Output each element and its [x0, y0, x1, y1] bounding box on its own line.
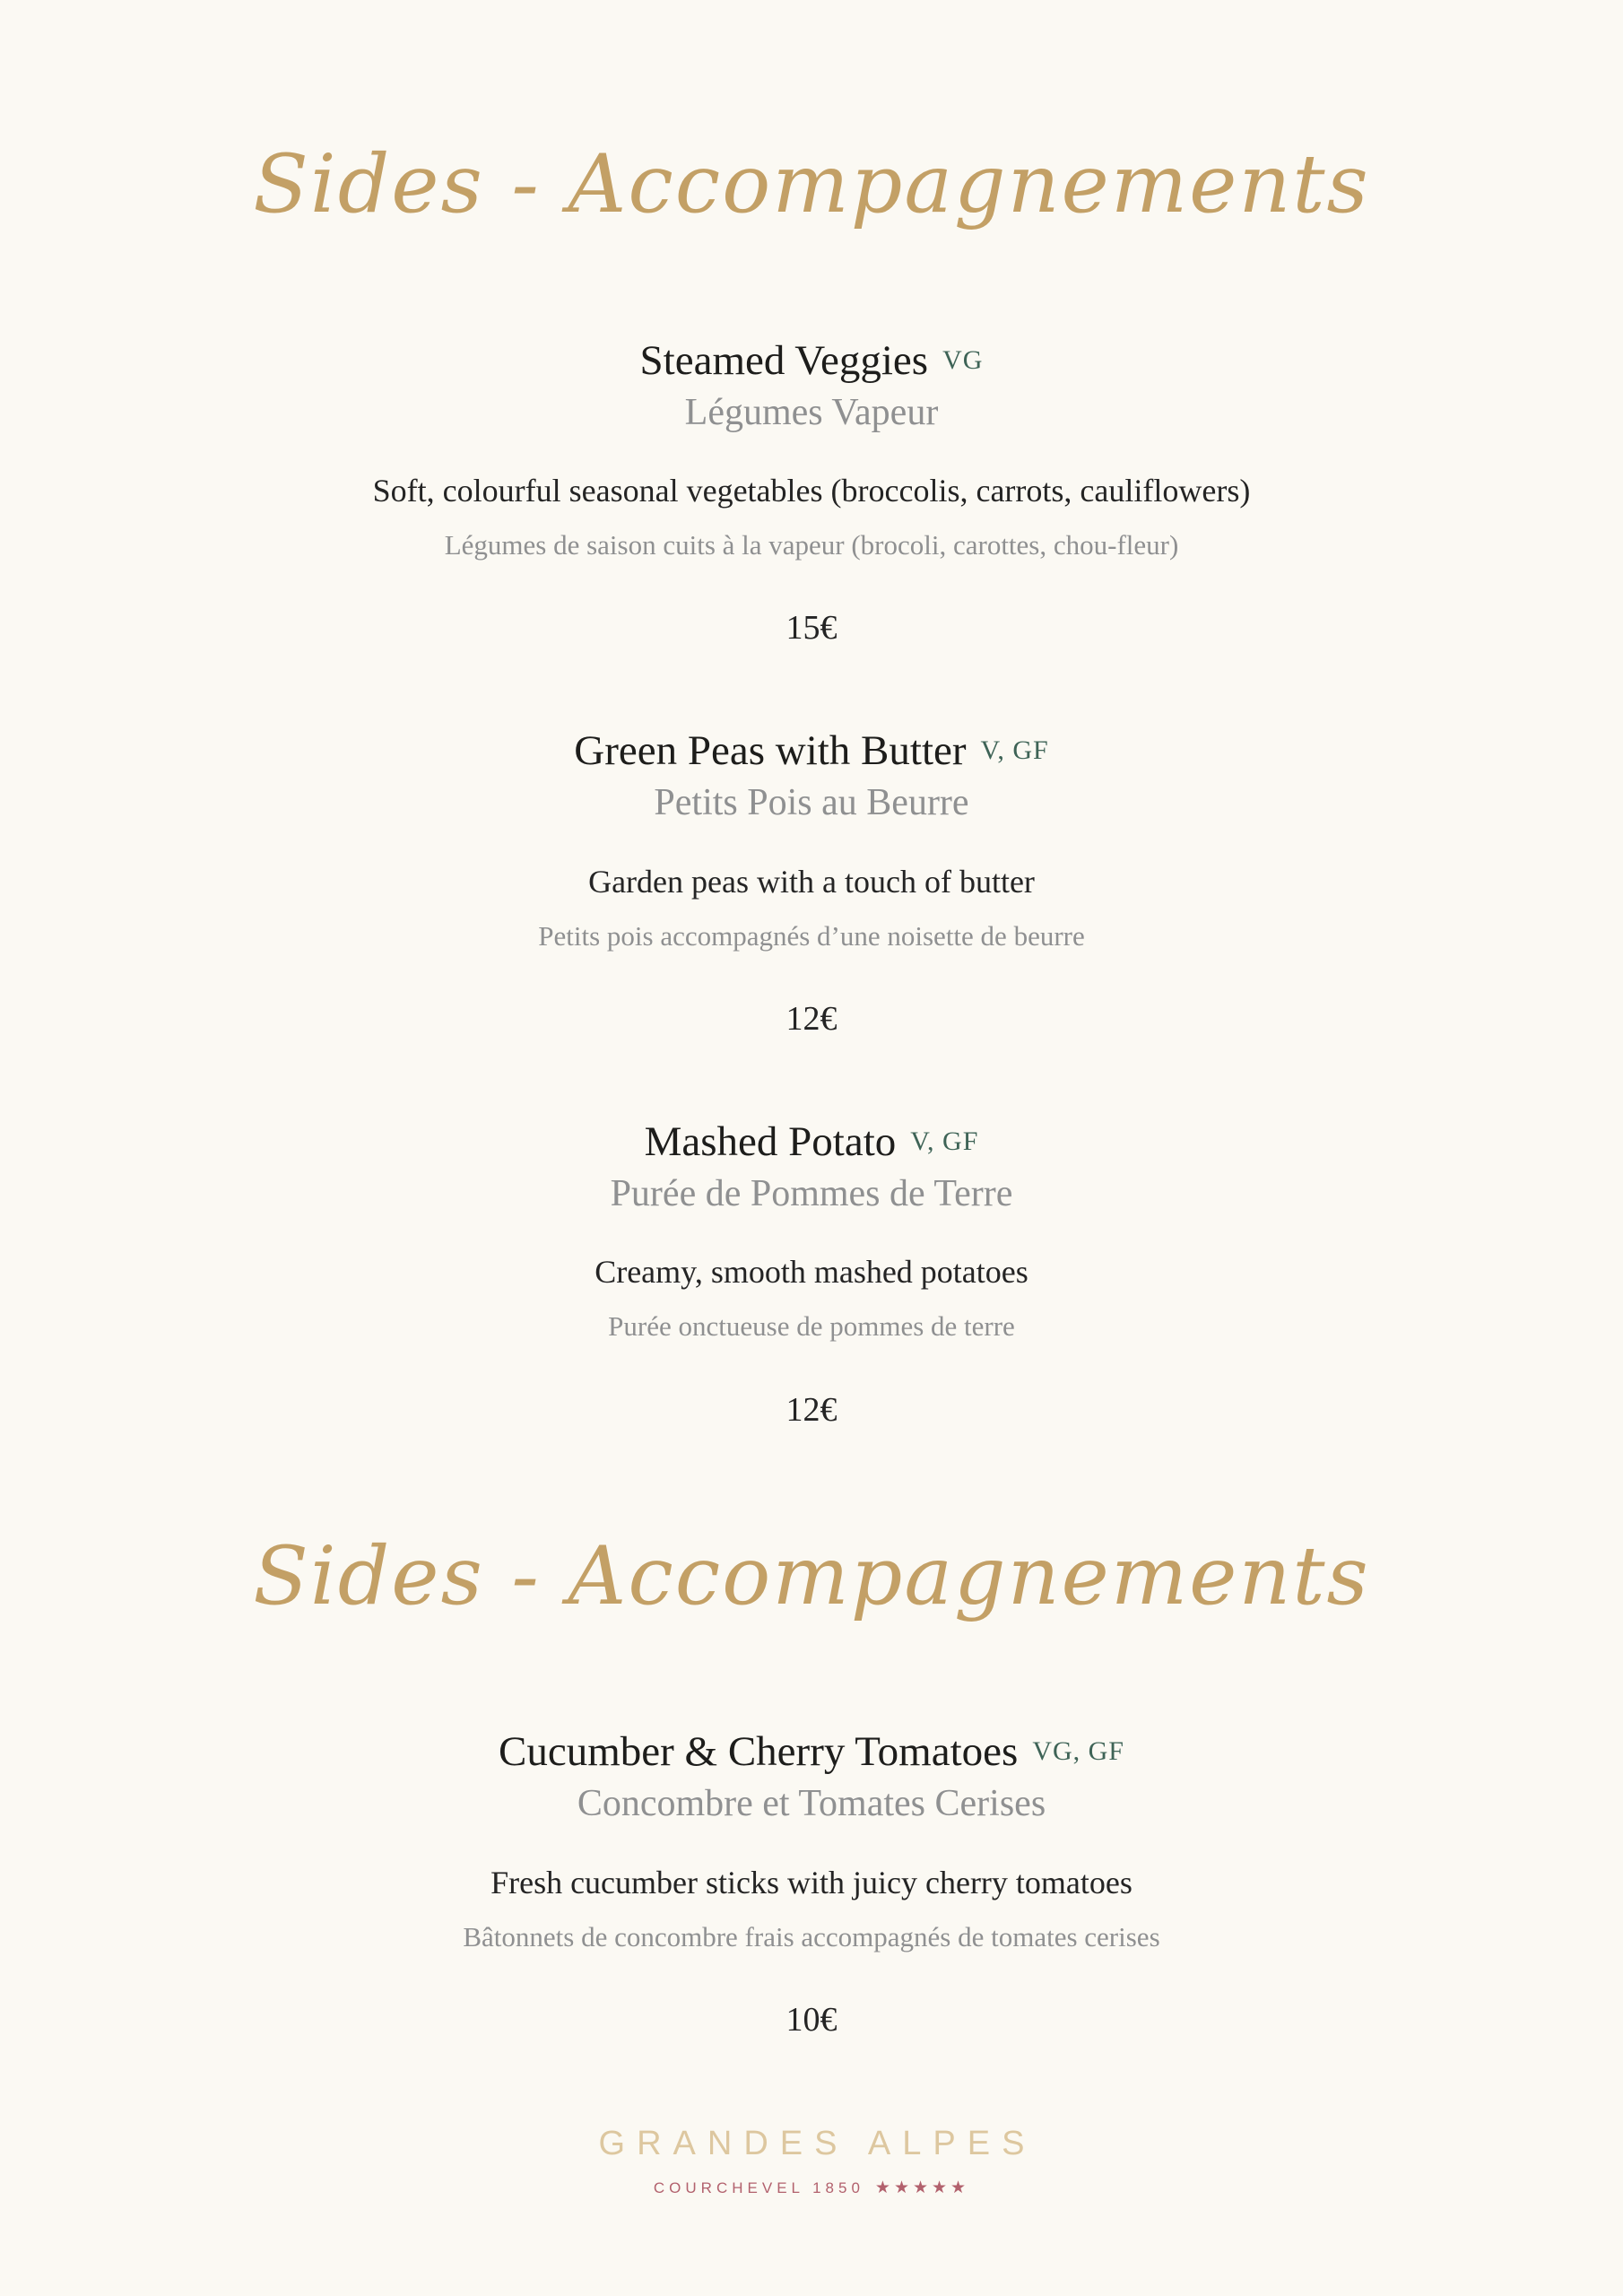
item-title: [184, 336, 1439, 385]
item-description-en: Fresh cucumber sticks with juicy cherry tomatoes: [490, 1864, 1133, 1900]
menu-section-1: [0, 336, 1623, 1430]
item-price: 10€: [785, 2000, 838, 2039]
menu-item-mashed-potato: [184, 1118, 1439, 1430]
dietary-badge: VG, GF: [1032, 1736, 1124, 1767]
hotel-logo: [0, 2125, 1623, 2198]
item-description-fr: Légumes de saison cuits à la vapeur (brocoli, carottes, chou-fleur): [444, 529, 1179, 561]
item-price: 15€: [785, 609, 838, 648]
item-description-en: Creamy, smooth mashed potatoes: [595, 1254, 1028, 1291]
item-title: [184, 726, 1439, 775]
item-name-fr: Petits Pois au Beurre: [654, 782, 969, 824]
item-description-fr: Bâtonnets de concombre frais accompagnés de tomates cerises: [463, 1920, 1160, 1952]
item-description-fr: Purée onctueuse de pommes de terre: [608, 1310, 1015, 1343]
item-name-en: Cucumber & Cherry Tomatoes: [499, 1728, 1019, 1776]
brand-location: COURCHEVEL 1850: [653, 2179, 864, 2196]
item-name-fr: Légumes Vapeur: [684, 391, 939, 433]
menu-item-cucumber-cherry-tomatoes: [184, 1727, 1439, 2039]
item-name-fr: Concombre et Tomates Cerises: [577, 1783, 1046, 1825]
item-title: [184, 1727, 1439, 1776]
item-name-en: Green Peas with Butter: [574, 727, 967, 775]
section-heading-script-2: Sides - Accompagnements: [253, 1528, 1370, 1623]
dietary-badge: V, GF: [910, 1126, 979, 1156]
five-stars-icon: ★★★★★: [874, 2178, 970, 2197]
item-name-en: Mashed Potato: [644, 1118, 897, 1165]
item-description-en: Soft, colourful seasonal vegetables (broccolis, carrots, cauliflowers): [372, 472, 1251, 509]
item-description-fr: Petits pois accompagnés d’une noisette de beurre: [538, 919, 1085, 952]
menu-item-green-peas: [184, 726, 1439, 1039]
dietary-badge: V, GF: [980, 735, 1049, 766]
brand-name: GRANDES ALPES: [598, 2124, 1037, 2162]
item-price: 12€: [785, 999, 838, 1038]
dietary-badge: VG: [942, 344, 984, 375]
section-heading-script-1: Sides - Accompagnements: [253, 137, 1370, 231]
item-price: 12€: [785, 1390, 838, 1429]
item-name-fr: Purée de Pommes de Terre: [610, 1172, 1013, 1214]
menu-item-steamed-veggies: [184, 336, 1439, 648]
item-description-en: Garden peas with a touch of butter: [588, 863, 1035, 900]
item-name-en: Steamed Veggies: [639, 336, 929, 384]
item-title: [184, 1118, 1439, 1166]
brand-subline: [0, 2178, 1623, 2198]
menu-section-2: [0, 1727, 1623, 2039]
